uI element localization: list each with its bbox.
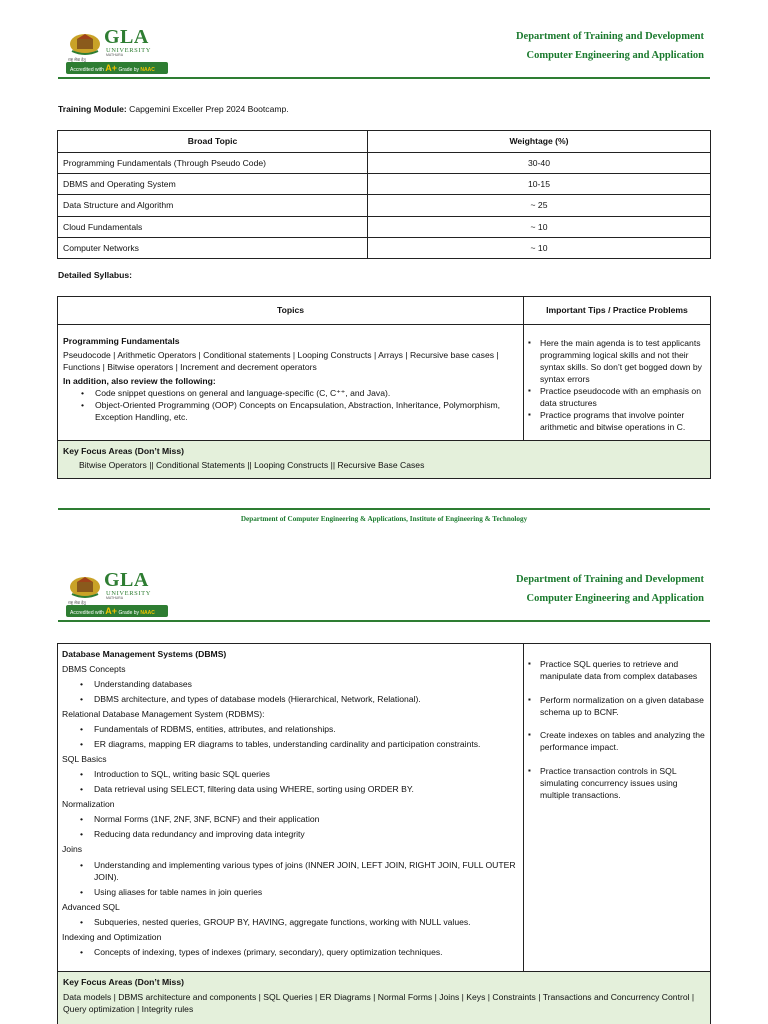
training-module-line — [58, 103, 289, 115]
dbms-section-list — [62, 915, 518, 930]
university-logo — [66, 27, 166, 75]
key-focus-body: Bitwise Operators || Conditional Statements || Looping Constructs || Recursive Base Cases — [79, 460, 425, 471]
naac-prefix: Accredited with — [70, 610, 104, 616]
dept-line-2: Computer Engineering and Application — [526, 593, 704, 604]
dbms-section-list — [62, 859, 518, 898]
table-row — [58, 174, 711, 195]
list-item: • Code snippet questions on general and language-specific (C, C⁺⁺, and Java). — [63, 387, 518, 399]
detailed-syllabus-label: Detailed Syllabus: — [58, 270, 133, 280]
logo-motto: राष्ट्र सेवा हेतु — [68, 600, 86, 605]
dbms-section-list — [62, 677, 518, 707]
dbms-row — [58, 644, 710, 972]
header-weightage: Weightage (%) — [368, 131, 711, 153]
department-title — [516, 27, 704, 65]
header-topics: Topics — [58, 297, 524, 324]
page-footer: Department of Computer Engineering & Applications, Institute of Engineering & Technology — [240, 515, 528, 523]
page-header-2 — [58, 570, 710, 622]
table-row — [58, 216, 711, 237]
dbms-topics-cell — [58, 644, 524, 971]
list-item: • Understanding databases — [62, 677, 518, 692]
logo-name: GLA — [104, 569, 149, 591]
header-divider — [58, 620, 710, 622]
dbms-section-list — [62, 945, 518, 960]
header-broad-topic: Broad Topic — [58, 131, 368, 153]
dbms-tips-list — [524, 658, 706, 802]
key-focus-title: Key Focus Areas (Don’t Miss) — [63, 446, 184, 456]
table-header-row — [58, 131, 711, 153]
list-item: ▪ Practice pseudocode with an emphasis on data structures — [524, 385, 706, 409]
topic-cell: Programming Fundamentals (Through Pseudo Code) — [58, 153, 368, 174]
dbms-section-heading: DBMS Concepts — [62, 664, 126, 674]
emblem-icon — [68, 31, 102, 57]
logo-university: UNIVERSITY — [106, 47, 151, 54]
list-item: • Data retrieval using SELECT, filtering data using WHERE, sorting using ORDER BY. — [62, 782, 518, 797]
emblem-icon — [68, 574, 102, 600]
footer-divider — [58, 508, 710, 510]
list-item: • Reducing data redundancy and improving data integrity — [62, 827, 518, 842]
dbms-section-heading: SQL Basics — [62, 754, 107, 764]
pf-review-list — [63, 387, 518, 423]
list-item: • ER diagrams, mapping ER diagrams to tables, understanding cardinality and participation constraints. — [62, 737, 518, 752]
list-item: • Object-Oriented Programming (OOP) Concepts on Encapsulation, Abstraction, Inheritance, Polymorphism, Exception Handling, etc. — [63, 399, 518, 423]
dbms-section-heading: Indexing and Optimization — [62, 932, 162, 942]
naac-prefix: Accredited with — [70, 67, 104, 73]
dbms-section-heading: Normalization — [62, 799, 115, 809]
logo-university: UNIVERSITY — [106, 590, 151, 597]
weight-cell: 30-40 — [368, 153, 711, 174]
list-item: • Normal Forms (1NF, 2NF, 3NF, BCNF) and their application — [62, 812, 518, 827]
key-focus-row — [58, 441, 710, 478]
naac-body: NAAC — [140, 67, 155, 73]
logo-city: MATHURA — [106, 596, 124, 600]
dbms-section-heading: Relational Database Management System (RDBMS): — [62, 709, 265, 719]
dbms-section-list — [62, 722, 518, 752]
university-logo — [66, 570, 166, 618]
dbms-tips-cell — [524, 644, 710, 971]
topic-cell: DBMS and Operating System — [58, 174, 368, 195]
list-item: ▪ Practice SQL queries to retrieve and manipulate data from complex databases — [524, 658, 706, 683]
syllabus-header-row — [58, 297, 710, 325]
list-item: • Introduction to SQL, writing basic SQL queries — [62, 767, 518, 782]
module-label: Training Module: — [58, 104, 127, 114]
dbms-section-list — [62, 767, 518, 797]
table-row — [58, 153, 711, 174]
dbms-table — [57, 643, 711, 1024]
list-item: ▪ Create indexes on tables and analyzing the performance impact. — [524, 729, 706, 754]
key-focus-row — [58, 972, 710, 1024]
key-focus-title: Key Focus Areas (Don’t Miss) — [63, 977, 184, 987]
dept-line-2: Computer Engineering and Application — [526, 50, 704, 61]
syllabus-row-pf — [58, 325, 710, 441]
table-row — [58, 195, 711, 216]
topic-cell: Data Structure and Algorithm — [58, 195, 368, 216]
list-item: ▪ Here the main agenda is to test applicants programming logical skills and not their syntax skills. So don’t get bogged down by syntax errors — [524, 337, 706, 385]
pf-title: Programming Fundamentals — [63, 336, 180, 346]
pf-topics: Pseudocode | Arithmetic Operators | Conditional statements | Looping Constructs | Arrays | Recursive base cases | Functions | Bitwise operators | Increment and decrement operators — [63, 350, 499, 373]
header-tips: Important Tips / Practice Problems — [546, 305, 688, 315]
topic-cell: Cloud Fundamentals — [58, 216, 368, 237]
topic-cell: Computer Networks — [58, 237, 368, 258]
naac-body: NAAC — [140, 610, 155, 616]
weightage-table — [57, 130, 711, 259]
logo-name: GLA — [104, 26, 149, 48]
list-item: • Fundamentals of RDBMS, entities, attributes, and relationships. — [62, 722, 518, 737]
logo-motto: राष्ट्र सेवा हेतु — [68, 57, 86, 62]
list-item: • Understanding and implementing various types of joins (INNER JOIN, LEFT JOIN, RIGHT JOIN, FULL OUTER JOIN). — [62, 859, 518, 883]
pf-tips-cell — [524, 325, 710, 440]
naac-mid: Grade by — [118, 67, 140, 73]
logo-city: MATHURA — [106, 53, 124, 57]
list-item: • DBMS architecture, and types of database models (Hierarchical, Network, Relational). — [62, 692, 518, 707]
naac-grade: A+ — [105, 606, 118, 616]
naac-badge — [66, 62, 168, 74]
weight-cell: ~ 10 — [368, 216, 711, 237]
header-divider — [58, 77, 710, 79]
dbms-section-heading: Advanced SQL — [62, 902, 120, 912]
syllabus-table — [57, 296, 711, 479]
module-value: Capgemini Exceller Prep 2024 Bootcamp. — [129, 104, 289, 114]
naac-grade: A+ — [105, 63, 118, 73]
key-focus-body: Data models | DBMS architecture and components | SQL Queries | ER Diagrams | Normal Forms | Joins | Keys | Constraints | Transactions and Concurrency Control | Query optimization | Integrity rules — [63, 992, 695, 1015]
department-title — [516, 570, 704, 608]
weight-cell: ~ 25 — [368, 195, 711, 216]
dept-line-1: Department of Training and Development — [515, 574, 704, 585]
list-item: ▪ Perform normalization on a given database schema up to BCNF. — [524, 694, 706, 719]
dbms-section-list — [62, 812, 518, 842]
pf-tips-list — [524, 337, 706, 433]
weight-cell: ~ 10 — [368, 237, 711, 258]
dept-line-1: Department of Training and Development — [515, 31, 704, 42]
naac-badge — [66, 605, 168, 617]
list-item: • Using aliases for table names in join queries — [62, 886, 518, 898]
naac-mid: Grade by — [118, 610, 140, 616]
page-header-1 — [58, 27, 710, 79]
list-item: • Concepts of indexing, types of indexes (primary, secondary), query optimization techniques. — [62, 945, 518, 960]
dbms-section-heading: Joins — [62, 844, 83, 854]
weight-cell: 10-15 — [368, 174, 711, 195]
pf-topics-cell — [58, 325, 524, 440]
pf-review-label: In addition, also review the following: — [63, 376, 216, 387]
list-item: • Subqueries, nested queries, GROUP BY, HAVING, aggregate functions, working with NULL values. — [62, 915, 518, 930]
table-row — [58, 237, 711, 258]
list-item: ▪ Practice programs that involve pointer arithmetic and bitwise operations in C. — [524, 409, 706, 433]
dbms-title: Database Management Systems (DBMS) — [62, 649, 227, 659]
list-item: ▪ Practice transaction controls in SQL simulating concurrency issues using multiple transactions. — [524, 765, 706, 802]
